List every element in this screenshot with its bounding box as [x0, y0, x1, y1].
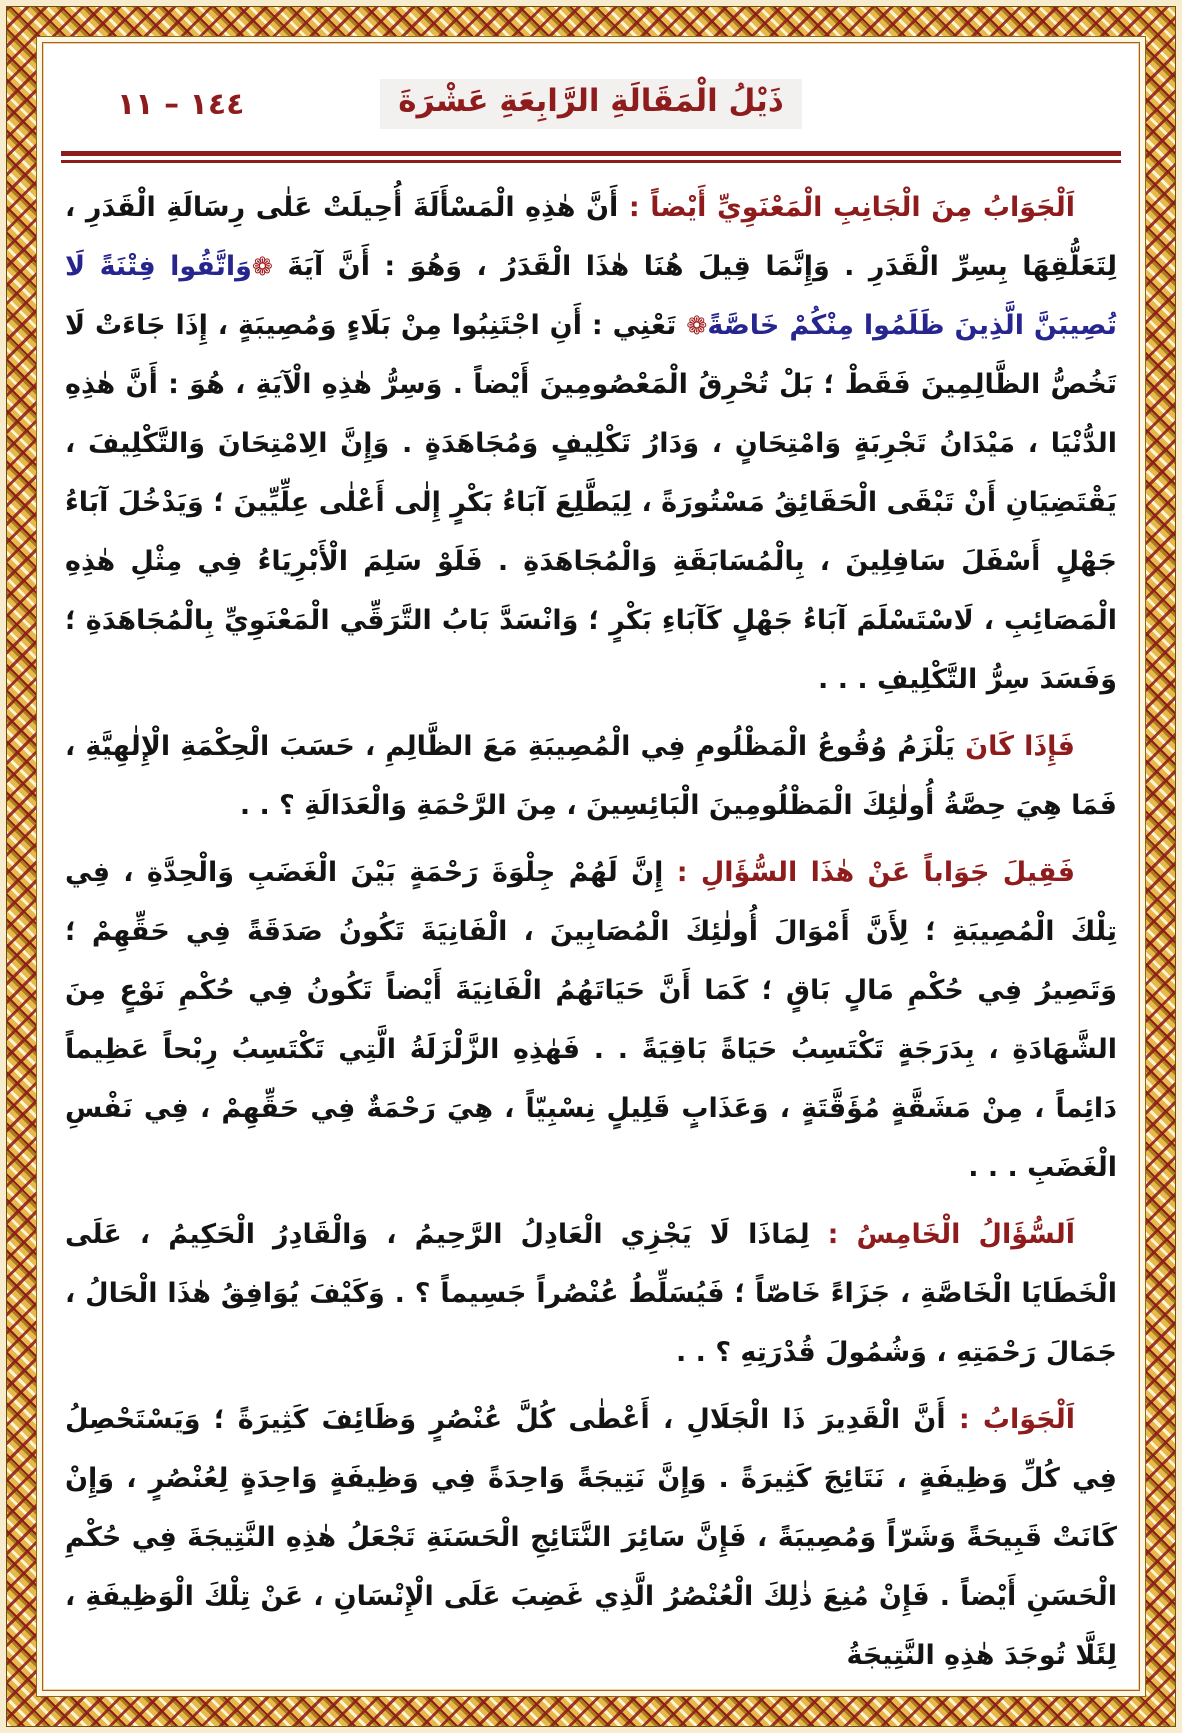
verse-bracket-rosette-icon: ❁: [251, 252, 273, 281]
paragraph-text: إِنَّ لَهُمْ جِلْوَةَ رَحْمَةٍ بَيْنَ الْغَضَبِ وَالْحِدَّةِ ، فِي تِلْكَ الْمُصِيبَةِ ؛ لِأَنَّ أَمْوَالَ أُولٰئِكَ الْمُصَابِينَ ، الْفَانِيَةَ تَكُونُ صَدَقَةً فِي حَقِّهِمْ ؛ وَتَصِيرُ فِي حُكْمِ مَالٍ بَاقٍ ؛ كَمَا أَنَّ حَيَاتَهُمُ الْفَانِيَةَ أَيْضاً تَكُونُ فِي حُكْمِ نَوْعٍ مِنَ الشَّهَادَةِ ، بِدَرَجَةٍ تَكْتَسِبُ حَيَاةً بَاقِيَةً . . فَهٰذِهِ الزَّلْزَلَةُ الَّتِي تَكْتَسِبُ رِبْحاً عَظِيماً دَائِماً ، مِنْ مَشَقَّةٍ مُؤَقَّتَةٍ ، وَعَذَابٍ قَلِيلٍ نِسْبِيّاً ، هِيَ رَحْمَةٌ فِي حَقِّهِمْ ، فِي نَفْسِ الْغَضَبِ . . .: [65, 857, 1117, 1183]
paragraph-text: أَنَّ هٰذِهِ الْمَسْأَلَةَ أُحِيلَتْ عَلٰى رِسَالَةِ الْقَدَرِ ، لِتَعَلُّقِهَا بِسِرِّ الْقَدَرِ . وَإِنَّمَا قِيلَ هُنَا هٰذَا الْقَدَرُ ، وَهُوَ : أَنَّ آيَةَ: [65, 192, 1118, 282]
paragraph: [65, 1205, 1117, 1382]
chapter-title: ذَيْلُ الْمَقَالَةِ الرَّابِعَةِ عَشْرَةَ: [380, 79, 801, 129]
page-number: ١٤٤ – ١١: [117, 87, 245, 122]
verse-bracket-rosette-icon: ❁: [686, 311, 708, 340]
section-lead: اَلْجَوَابُ مِنَ الْجَانِبِ الْمَعْنَوِيِّ أَيْضاً :: [618, 192, 1076, 223]
page-sheet: [42, 42, 1140, 1691]
section-lead: فَقِيلَ جَوَاباً عَنْ هٰذَا السُّؤَالِ :: [663, 857, 1075, 888]
body-text: [59, 163, 1123, 1685]
section-lead: فَإِذَا كَانَ: [954, 731, 1075, 762]
section-lead: اَلْجَوَابُ :: [945, 1404, 1076, 1435]
header-divider-double-rule: [61, 151, 1121, 163]
paragraph: [65, 178, 1117, 709]
paragraph: [65, 843, 1117, 1197]
paragraph-text: يَلْزَمُ وُقُوعُ الْمَظْلُومِ فِي الْمُصِيبَةِ مَعَ الظَّالِمِ ، حَسَبَ الْحِكْمَةِ الْإِلٰهِيَّةِ ، فَمَا هِيَ حِصَّةُ أُولٰئِكَ الْمَظْلُومِينَ الْبَائِسِينَ ، مِنَ الرَّحْمَةِ وَالْعَدَالَةِ ؟ . .: [65, 731, 1117, 821]
page-header: [59, 65, 1123, 149]
paragraph: [65, 717, 1117, 835]
paragraph-text: أَنَّ الْقَدِيرَ ذَا الْجَلَالِ ، أَعْطٰى كُلَّ عُنْصُرٍ وَظَائِفَ كَثِيرَةً ؛ وَيَسْتَحْصِلُ فِي كُلِّ وَظِيفَةٍ ، نَتَائِجَ كَثِيرَةً . وَإِنَّ نَتِيجَةً وَاحِدَةً فِي وَظِيفَةٍ وَاحِدَةٍ لِعُنْصُرٍ ، وَإِنْ كَانَتْ قَبِيحَةً وَشَرّاً وَمُصِيبَةً ، فَإِنَّ سَائِرَ النَّتَائِجِ الْحَسَنَةِ تَجْعَلُ هٰذِهِ النَّتِيجَةَ فِي حُكْمِ الْحَسَنِ أَيْضاً . فَإِنْ مُنِعَ ذٰلِكَ الْعُنْصُرُ الَّذِي غَضِبَ عَلَى الْإِنْسَانِ ، عَنْ تِلْكَ الْوَظِيفَةِ ، لِئَلَّا تُوجَدَ هٰذِهِ النَّتِيجَةُ: [65, 1404, 1117, 1671]
inner-mat: [36, 36, 1146, 1697]
section-lead: اَلسُّؤَالُ الْخَامِسُ :: [809, 1219, 1075, 1250]
paragraph-text: لِمَاذَا لَا يَجْزِي الْعَادِلُ الرَّحِيمُ ، وَالْقَادِرُ الْحَكِيمُ ، عَلَى الْخَطَايَا الْخَاصَّةِ ، جَزَاءً خَاصّاً ؛ فَيُسَلِّطُ عُنْصُراً جَسِيماً ؟ . وَكَيْفَ يُوَافِقُ هٰذَا الْحَالُ ، جَمَالَ رَحْمَتِهِ ، وَشُمُولَ قُدْرَتِهِ ؟ . .: [65, 1219, 1117, 1368]
quran-verse: وَاتَّقُوا فِتْنَةً لَا تُصِيبَنَّ الَّذِينَ ظَلَمُوا مِنْكُمْ خَاصَّةً: [65, 251, 1117, 341]
woven-border-pattern: [6, 6, 1176, 1727]
paragraph: [65, 1390, 1117, 1685]
paragraph-text: تَعْنِي : أَنِ اجْتَنِبُوا مِنْ بَلَاءٍ وَمُصِيبَةٍ ، إِذَا جَاءَتْ لَا تَخُصُّ الظَّالِمِينَ فَقَطْ ؛ بَلْ تُحْرِقُ الْمَعْصُومِينَ أَيْضاً . وَسِرُّ هٰذِهِ الْآيَةِ ، هُوَ : أَنَّ هٰذِهِ الدُّنْيَا ، مَيْدَانُ تَجْرِبَةٍ وَامْتِحَانٍ ، وَدَارُ تَكْلِيفٍ وَمُجَاهَدَةٍ . وَإِنَّ الِامْتِحَانَ وَالتَّكْلِيفَ ، يَقْتَضِيَانِ أَنْ تَبْقَى الْحَقَائِقُ مَسْتُورَةً ، لِيَطَّلِعَ آبَاءُ بَكْرٍ إِلٰى أَعْلٰى عِلِّيِّينَ ؛ وَيَدْخُلَ آبَاءُ جَهْلٍ أَسْفَلَ سَافِلِينَ ، بِالْمُسَابَقَةِ وَالْمُجَاهَدَةِ . فَلَوْ سَلِمَ الْأَبْرِيَاءُ فِي مِثْلِ هٰذِهِ الْمَصَائِبِ ، لَاسْتَسْلَمَ آبَاءُ جَهْلٍ كَآبَاءِ بَكْرٍ ؛ وَانْسَدَّ بَابُ التَّرَقِّي الْمَعْنَوِيِّ بِالْمُجَاهَدَةِ ؛ وَفَسَدَ سِرُّ التَّكْلِيفِ . . .: [65, 310, 1117, 695]
